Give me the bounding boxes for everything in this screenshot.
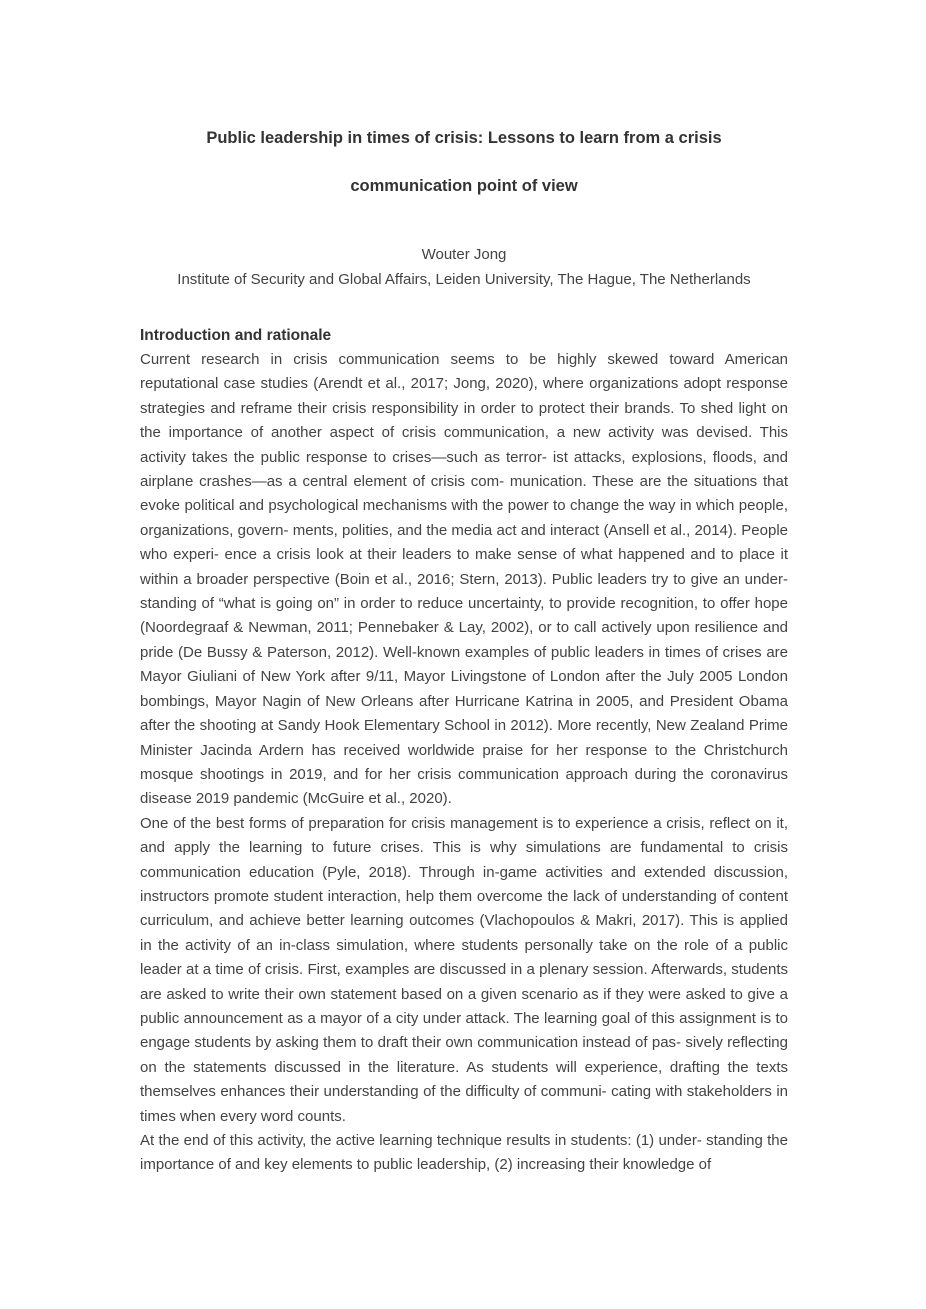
author-name: Wouter Jong xyxy=(421,246,507,263)
paper-title-line1: Public leadership in times of crisis: Lessons to learn from a crisis xyxy=(206,129,722,147)
paper-title xyxy=(140,126,788,198)
paragraph-3: At the end of this activity, the active learning technique results in students: (1) under- standing the importance of and key elements to public leadership, (2) increasing their knowledge of xyxy=(140,1132,788,1174)
author-block xyxy=(140,242,788,292)
author-affiliation: Institute of Security and Global Affairs, Leiden University, The Hague, The Netherlands xyxy=(177,271,751,288)
paragraph-1: Current research in crisis communication seems to be highly skewed toward American reputational case studies (Arendt et al., 2017; Jong, 2020), where organizations adopt response strategies and reframe their crisis responsibility in order to protect their brands. To shed light on the importance of another aspect of crisis communication, a new activity was devised. This activity takes the public response to crises—such as terror- ist attacks, explosions, floods, and airplane crashes—as a central element of crisis com- munication. These are the situations that evoke political and psychological mechanisms with the power to change the way in which people, organizations, govern- ments, polities, and the media act and interact (Ansell et al., 2014). People who experi- ence a crisis look at their leaders to make sense of what happened and to place it within a broader perspective (Boin et al., 2016; Stern, 2013). Public leaders try to give an under- standing of “what is going on” in order to reduce uncertainty, to provide recognition, to offer hope (Noordegraaf & Newman, 2011; Pennebaker & Lay, 2002), or to call actively upon resilience and pride (De Bussy & Paterson, 2012). Well-known examples of public leaders in times of crises are Mayor Giuliani of New York after 9/11, Mayor Livingstone of London after the July 2005 London bombings, Mayor Nagin of New Orleans after Hurricane Katrina in 2005, and President Obama after the shooting at Sandy Hook Elementary School in 2012). More recently, New Zealand Prime Minister Jacinda Ardern has received worldwide praise for her response to the Christchurch mosque shootings in 2019, and for her crisis communication approach during the coronavirus disease 2019 pandemic (McGuire et al., 2020). xyxy=(140,351,788,808)
section-heading: Introduction and rationale xyxy=(140,327,332,344)
body-text xyxy=(140,348,788,1178)
paper-title-line2: communication point of view xyxy=(350,177,578,195)
paragraph-2: One of the best forms of preparation for crisis management is to experience a crisis, reflect on it, and apply the learning to future crises. This is why simulations are fundamental to crisis communication education (Pyle, 2018). Through in-game activities and extended discussion, instructors promote student interaction, help them overcome the lack of understanding of content curriculum, and achieve better learning outcomes (Vlachopoulos & Makri, 2017). This is applied in the activity of an in-class simulation, where students personally take on the role of a public leader at a time of crisis. First, examples are discussed in a plenary session. Afterwards, students are asked to write their own statement based on a given scenario as if they were asked to give a public announcement as a mayor of a city under attack. The learning goal of this assignment is to engage students by asking them to draft their own communication instead of pas- sively reflecting on the statements discussed in the literature. As students will experience, drafting the texts themselves enhances their understanding of the difficulty of communi- cating with stakeholders in times when every word counts. xyxy=(140,814,788,1125)
text-column xyxy=(140,0,788,1178)
